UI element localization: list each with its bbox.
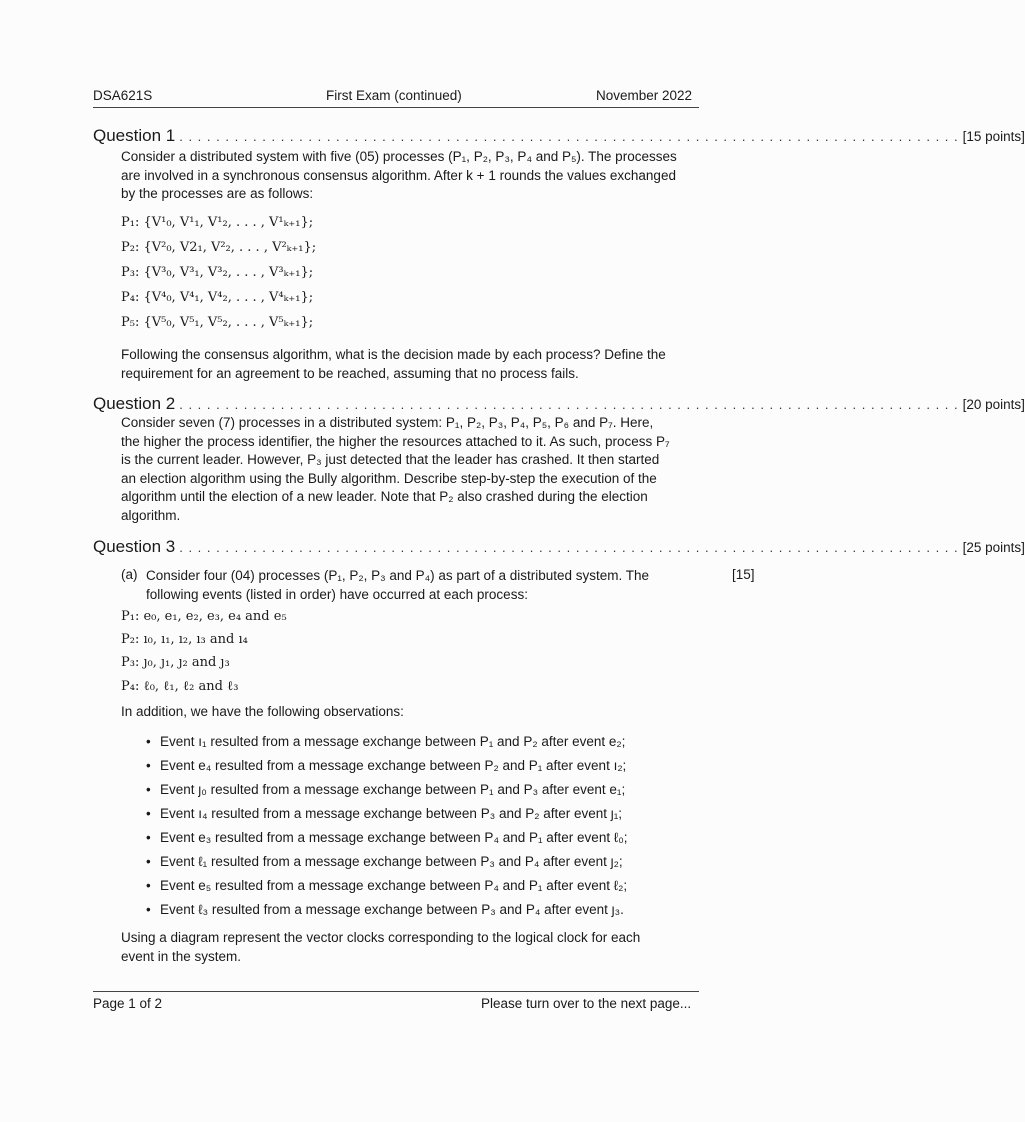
text-line: is the current leader. However, P₃ just detected that the leader has crashed. It then started bbox=[121, 452, 660, 467]
part-a-points: [15] bbox=[732, 567, 755, 582]
text-line: Following the consensus algorithm, what is the decision made by each process? Define the bbox=[121, 347, 666, 362]
text-line: event in the system. bbox=[121, 948, 242, 964]
bullet-icon: • bbox=[146, 734, 151, 749]
sequence-p1: P₁: {V¹₀, V¹₁, V¹₂, . . . , V¹ₖ₊₁}; bbox=[121, 215, 314, 230]
page-number: Page 1 of 2 bbox=[93, 996, 163, 1011]
turn-over-note: Please turn over to the next page... bbox=[481, 996, 692, 1011]
question-2-text bbox=[121, 414, 699, 525]
observation-item: Event ℓ₃ resulted from a message exchange between P₃ and P₄ after event ȷ₃. bbox=[160, 902, 624, 917]
leader-dots: . . . . . . . . . . . . . . . . . . . . . . . . . . . . . . . . . . . . . . . . . . . . . . . . . . . . . . . . . . . . . . . . . . . . . . . . . . . . . . . . . . . . . bbox=[179, 540, 959, 555]
question-3-heading bbox=[93, 537, 1025, 557]
bullet-icon: • bbox=[146, 830, 151, 845]
bullet-icon: • bbox=[146, 782, 151, 797]
text-line: by the processes are as follows: bbox=[121, 186, 314, 201]
events-p1: P₁: e₀, e₁, e₂, e₃, e₄ and e₅ bbox=[121, 609, 287, 624]
text-line: following events (listed in order) have occurred at each process: bbox=[146, 586, 528, 602]
text-line: Using a diagram represent the vector clocks corresponding to the logical clock for each bbox=[121, 930, 641, 945]
observations-intro: In addition, we have the following observations: bbox=[121, 704, 404, 719]
part-a-label: (a) bbox=[121, 567, 138, 582]
question-2-title: Question 2 bbox=[93, 394, 176, 413]
bullet-icon: • bbox=[146, 854, 151, 869]
bullet-icon: • bbox=[146, 902, 151, 917]
question-2-heading bbox=[93, 394, 1025, 414]
text-line: algorithm until the election of a new leader. Note that P₂ also crashed during the election bbox=[121, 489, 648, 504]
text-line: the higher the process identifier, the higher the resources attached to it. As such, process P₇ bbox=[121, 433, 670, 449]
question-1-title: Question 1 bbox=[93, 126, 176, 145]
header-rule bbox=[93, 107, 699, 108]
leader-dots: . . . . . . . . . . . . . . . . . . . . . . . . . . . . . . . . . . . . . . . . . . . . . . . . . . . . . . . . . . . . . . . . . . . . . . . . . . . . . . . . . . . . . bbox=[179, 129, 959, 144]
observation-item: Event ı₄ resulted from a message exchange between P₃ and P₂ after event ȷ₁; bbox=[160, 806, 623, 821]
footer-rule bbox=[93, 991, 699, 992]
observation-item: Event ℓ₁ resulted from a message exchange between P₃ and P₄ after event ȷ₂; bbox=[160, 854, 623, 869]
course-code: DSA621S bbox=[93, 88, 153, 103]
text-line: Consider four (04) processes (P₁, P₂, P₃ and P₄) as part of a distributed system. The bbox=[146, 568, 650, 583]
exam-title: First Exam (continued) bbox=[326, 88, 462, 103]
text-line: are involved in a synchronous consensus algorithm. After k + 1 rounds the values exchanged bbox=[121, 167, 676, 183]
question-1-text bbox=[121, 148, 699, 204]
observation-item: Event e₃ resulted from a message exchange between P₄ and P₁ after event ℓ₀; bbox=[160, 830, 628, 845]
sequence-p3: P₃: {V³₀, V³₁, V³₂, . . . , V³ₖ₊₁}; bbox=[121, 265, 314, 280]
text-line: requirement for an agreement to be reached, assuming that no process fails. bbox=[121, 365, 579, 381]
sequence-p2: P₂: {V²₀, V2₁, V²₂, . . . , V²ₖ₊₁}; bbox=[121, 240, 317, 255]
question-1-followup bbox=[121, 346, 699, 383]
bullet-icon: • bbox=[146, 758, 151, 773]
question-2-points: [20 points] bbox=[962, 397, 1025, 412]
sequence-p5: P₅: {V⁵₀, V⁵₁, V⁵₂, . . . , V⁵ₖ₊₁}; bbox=[121, 315, 314, 330]
question-1-points: [15 points] bbox=[962, 129, 1025, 144]
observation-item: Event ȷ₀ resulted from a message exchange between P₁ and P₃ after event e₁; bbox=[160, 782, 626, 797]
part-a-text bbox=[146, 567, 699, 604]
sequence-p4: P₄: {V⁴₀, V⁴₁, V⁴₂, . . . , V⁴ₖ₊₁}; bbox=[121, 290, 314, 305]
question-3-closing bbox=[121, 929, 699, 966]
text-line: Consider seven (7) processes in a distributed system: P₁, P₂, P₃, P₄, P₅, P₆ and P₇. Here, bbox=[121, 415, 654, 430]
text-line: Consider a distributed system with five (05) processes (P₁, P₂, P₃, P₄ and P₅). The processes bbox=[121, 149, 677, 164]
events-p2: P₂: ı₀, ı₁, ı₂, ı₃ and ı₄ bbox=[121, 632, 248, 647]
exam-date: November 2022 bbox=[596, 88, 693, 103]
question-3-points: [25 points] bbox=[962, 540, 1025, 555]
question-1-heading bbox=[93, 126, 1025, 146]
bullet-icon: • bbox=[146, 806, 151, 821]
leader-dots: . . . . . . . . . . . . . . . . . . . . . . . . . . . . . . . . . . . . . . . . . . . . . . . . . . . . . . . . . . . . . . . . . . . . . . . . . . . . . . . . . . . . . bbox=[179, 397, 959, 412]
events-p4: P₄: ℓ₀, ℓ₁, ℓ₂ and ℓ₃ bbox=[121, 679, 239, 694]
bullet-icon: • bbox=[146, 878, 151, 893]
text-line: algorithm. bbox=[121, 507, 181, 523]
observation-item: Event e₅ resulted from a message exchange between P₄ and P₁ after event ℓ₂; bbox=[160, 878, 628, 893]
events-p3: P₃: ȷ₀, ȷ₁, ȷ₂ and ȷ₃ bbox=[121, 655, 230, 670]
text-line: an election algorithm using the Bully algorithm. Describe step-by-step the execution of the bbox=[121, 470, 657, 486]
observation-item: Event e₄ resulted from a message exchange between P₂ and P₁ after event ı₂; bbox=[160, 758, 627, 773]
question-3-title: Question 3 bbox=[93, 537, 176, 556]
observation-item: Event ı₁ resulted from a message exchange between P₁ and P₂ after event e₂; bbox=[160, 734, 626, 749]
